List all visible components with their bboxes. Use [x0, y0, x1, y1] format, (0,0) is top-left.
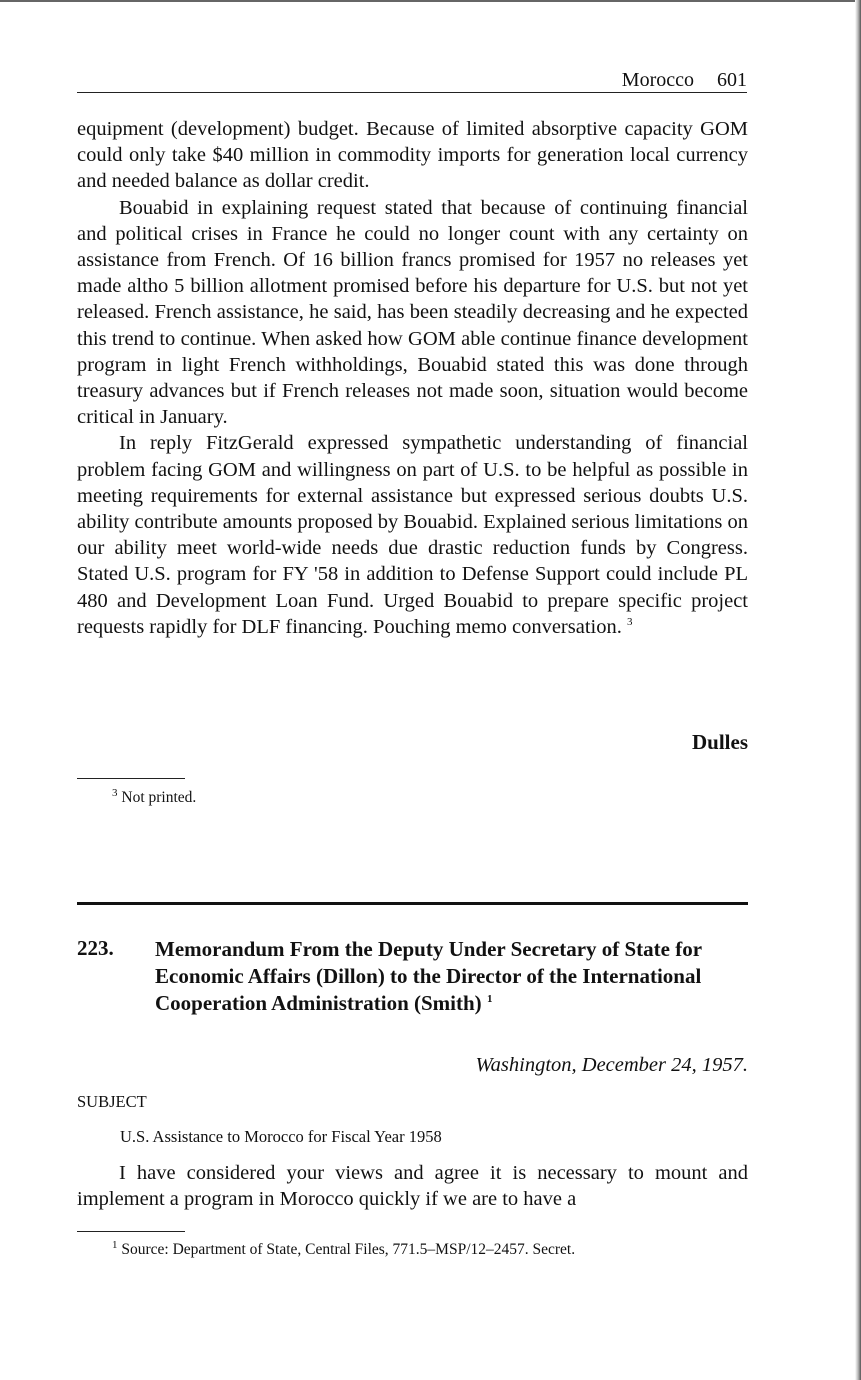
page-top-edge — [0, 0, 861, 2]
memorandum-body — [77, 1160, 748, 1212]
paragraph-continued: equipment (development) budget. Because of limited absorptive capacity GOM could only take $40 million in commodity imports for generation local currency and needed balance as dollar credit. — [77, 118, 748, 193]
footnote-3-text: Not printed. — [121, 789, 197, 806]
running-header — [77, 68, 747, 93]
footnote-1-text: Source: Department of State, Central Files, 771.5–MSP/12–2457. Secret. — [121, 1241, 576, 1258]
footnote-ref-3: 3 — [626, 616, 633, 629]
paragraph-fitzgerald — [77, 430, 748, 640]
footnote-1 — [112, 1240, 575, 1260]
paragraph-bouabid: Bouabid in explaining request stated that because of continuing financial and political crises in France he could no longer count with any certainty on assistance from French. Of 16 billion francs promised for 1957 no releases yet made altho 5 billion allotment promised before his departure for U.S. but not yet released. French assistance, he said, has been steadily decreasing and he expected this trend to continue. When asked how GOM able continue finance development program in light French withholdings, Bouabid stated this was done through treasury advances but if French releases not made soon, situation would become critical in January. — [77, 196, 748, 429]
continued-telegram-text — [77, 116, 748, 640]
page-binding-edge — [855, 0, 861, 1380]
dateline: Washington, December 24, 1957. — [475, 1054, 748, 1076]
document-number: 223. — [77, 936, 114, 960]
subject-value: U.S. Assistance to Morocco for Fiscal Year 1958 — [120, 1127, 442, 1146]
footnote-3 — [112, 788, 196, 808]
footnote-3-marker: 3 — [112, 786, 118, 799]
page-number: 601 — [717, 69, 747, 91]
footnote-1-marker: 1 — [112, 1238, 118, 1251]
subject-label: SUBJECT — [77, 1092, 147, 1111]
signature-dulles: Dulles — [691, 730, 748, 754]
section-title: Morocco — [621, 69, 694, 91]
document-title-text: Memorandum From the Deputy Under Secretary of State for Economic Affairs (Dillon) to the Director of the International Cooperation Administration (Smith) — [155, 937, 702, 1015]
footnote-rule-2 — [77, 1231, 185, 1232]
footnote-rule — [77, 778, 185, 779]
document-title — [155, 936, 750, 1017]
footnote-ref-1: 1 — [486, 993, 493, 1005]
paragraph-fitzgerald-text: In reply FitzGerald expressed sympathetic understanding of financial problem facing GOM and willingness on part of U.S. to be helpful as possible in meeting requirements for external assistance but expressed serious doubts U.S. ability contribute amounts proposed by Bouabid. Explained serious limitations on our ability meet world-wide needs due drastic reduction funds by Congress. Stated U.S. program for FY '58 in addition to Defense Support could include PL 480 and Development Loan Fund. Urged Bouabid to prepare specific project requests rapidly for DLF financing. Pouching memo conversation. — [77, 432, 748, 638]
memorandum-paragraph: I have considered your views and agree it is necessary to mount and implement a program in Morocco quickly if we are to have a — [77, 1162, 748, 1211]
document-separator-rule — [77, 902, 748, 905]
